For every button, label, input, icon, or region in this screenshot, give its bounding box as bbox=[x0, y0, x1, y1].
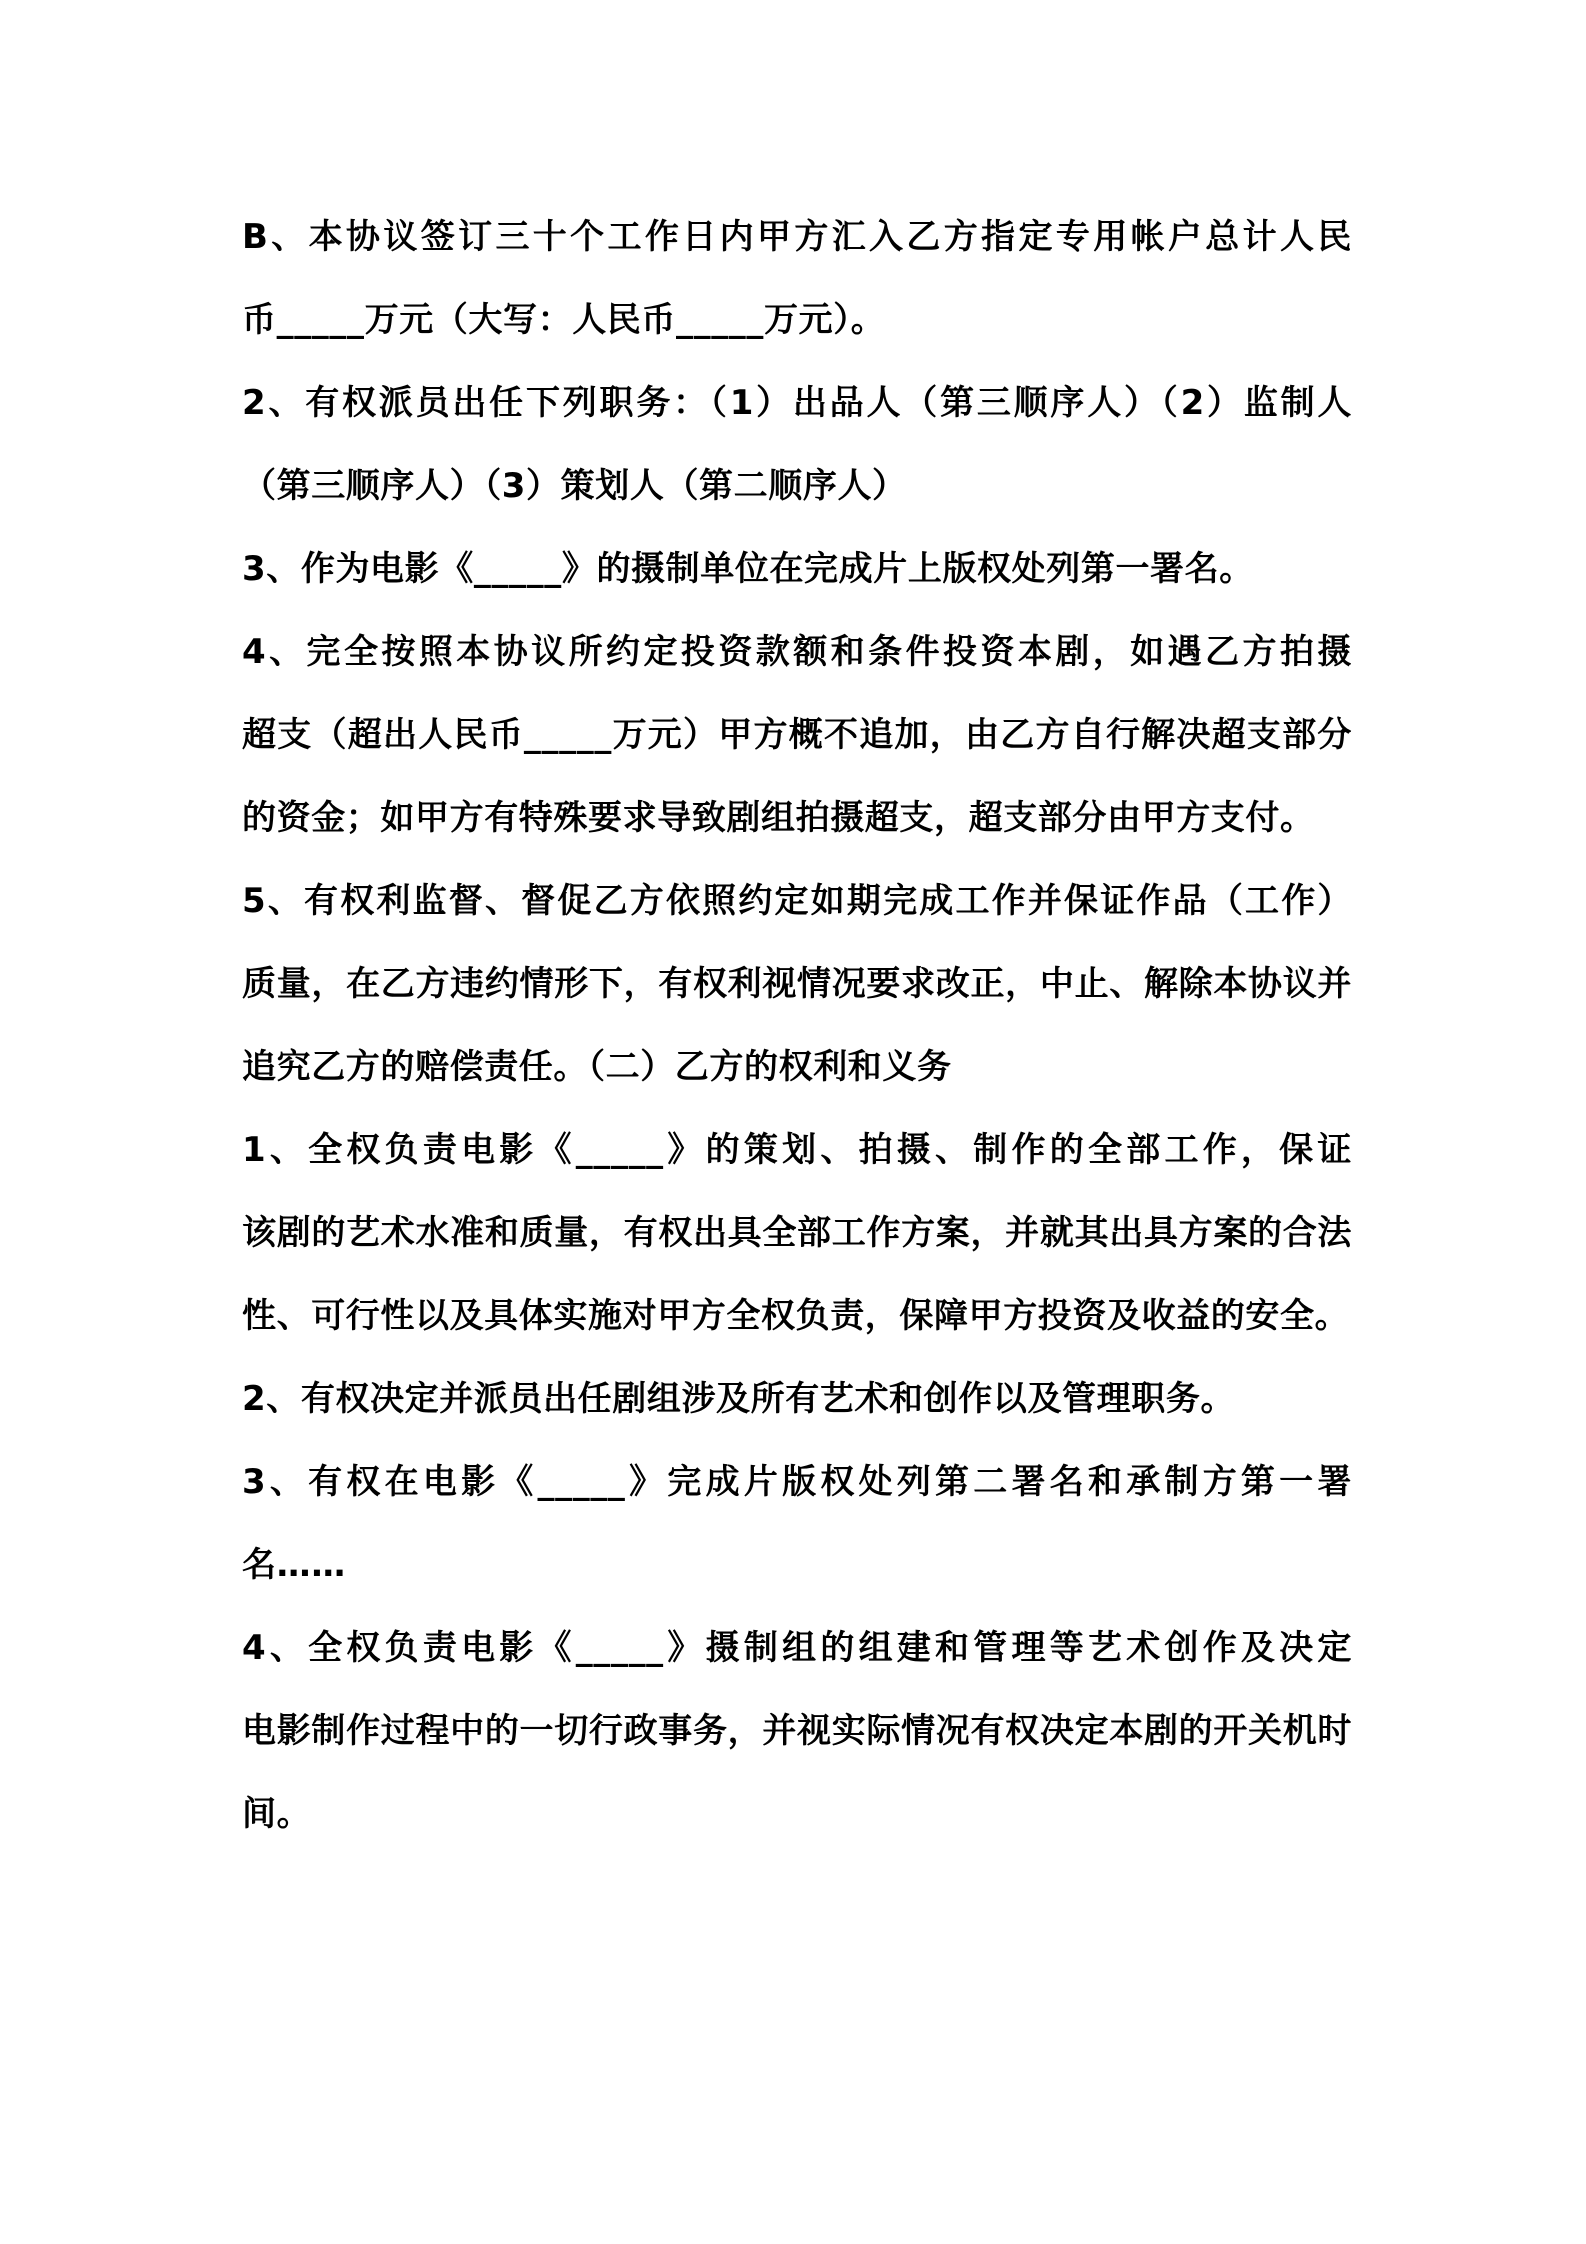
paragraph-party-a-2 bbox=[242, 362, 1352, 528]
paragraph-text: 电影制作过程中的一切行政事务，并视实际情况有权决定本剧的开关机时间。 bbox=[242, 1711, 1352, 1834]
paragraph-line: 3、有权在电影《_____》完成片版权处列第二署名和承制方第一署 bbox=[242, 1462, 1352, 1502]
paragraph-line: 2、有权派员出任下列职务：（1）出品人（第三顺序人）（2）监制人 bbox=[242, 383, 1352, 423]
paragraph-line: 4、完全按照本协议所约定投资款额和条件投资本剧，如遇乙方拍摄 bbox=[242, 632, 1352, 672]
paragraph-text: 该剧的艺术水准和质量，有权出具全部工作方案，并就其出具方案的合法性、可行性以及具体实施对甲方全权负责，保障甲方投资及收益的安全。 bbox=[242, 1213, 1352, 1336]
paragraph-party-b-2 bbox=[242, 1358, 1352, 1441]
paragraph-party-a-4 bbox=[242, 611, 1352, 860]
paragraph-text: 名…… bbox=[242, 1545, 346, 1585]
paragraph-text: （第三顺序人）（3）策划人（第二顺序人） bbox=[242, 466, 907, 506]
paragraph-party-a-5 bbox=[242, 860, 1352, 1109]
paragraph-line: 1、全权负责电影《_____》的策划、拍摄、制作的全部工作，保证 bbox=[242, 1130, 1352, 1170]
paragraph-line: B、本协议签订三十个工作日内甲方汇入乙方指定专用帐户总计人民 bbox=[242, 217, 1352, 257]
document-body bbox=[242, 196, 1352, 1856]
paragraph-text: 币_____万元（大写：人民币_____万元）。 bbox=[242, 300, 886, 340]
paragraph-party-b-3 bbox=[242, 1441, 1352, 1607]
paragraph-text: 质量，在乙方违约情形下，有权利视情况要求改正，中止、解除本协议并追究乙方的赔偿责任。（二）乙方的权利和义务 bbox=[242, 964, 1352, 1087]
paragraph-line: 5、有权利监督、督促乙方依照约定如期完成工作并保证作品（工作） bbox=[242, 881, 1352, 921]
paragraph-party-b-4 bbox=[242, 1607, 1352, 1856]
paragraph-payment-b bbox=[242, 196, 1352, 362]
paragraph-line: 4、全权负责电影《_____》摄制组的组建和管理等艺术创作及决定 bbox=[242, 1628, 1352, 1668]
paragraph-line: 2、有权决定并派员出任剧组涉及所有艺术和创作以及管理职务。 bbox=[242, 1379, 1236, 1419]
paragraph-party-a-3 bbox=[242, 528, 1352, 611]
paragraph-text: 超支（超出人民币_____万元）甲方概不追加，由乙方自行解决超支部分的资金；如甲方有特殊要求导致剧组拍摄超支，超支部分由甲方支付。 bbox=[242, 715, 1352, 838]
paragraph-line: 3、作为电影《_____》的摄制单位在完成片上版权处列第一署名。 bbox=[242, 549, 1254, 589]
paragraph-party-b-1 bbox=[242, 1109, 1352, 1358]
